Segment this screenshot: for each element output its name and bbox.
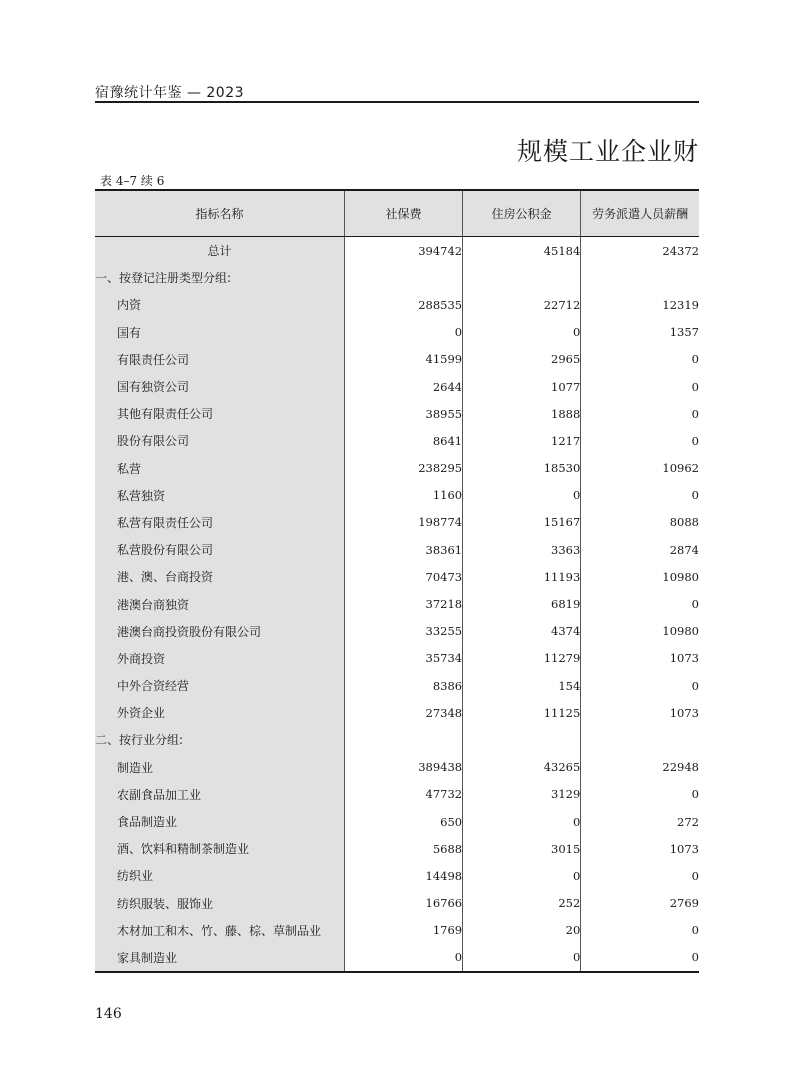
row-label: 港澳台商独资: [95, 590, 344, 617]
social-insurance-value: 14498: [344, 862, 462, 889]
housing-fund-value: 252: [463, 890, 581, 917]
table-row: [95, 427, 699, 454]
dispatched-labor-pay-value: 8088: [581, 509, 699, 536]
social-insurance-value: 0: [344, 319, 462, 346]
dispatched-labor-pay-value: 0: [581, 400, 699, 427]
housing-fund-value: 0: [463, 808, 581, 835]
housing-fund-value: 11125: [463, 699, 581, 726]
housing-fund-value: 1888: [463, 400, 581, 427]
row-label: 纺织服装、服饰业: [95, 890, 344, 917]
row-label: 港、澳、台商投资: [95, 563, 344, 590]
housing-fund-value: 20: [463, 917, 581, 944]
table-row: [95, 618, 699, 645]
table-row: [95, 509, 699, 536]
social-insurance-value: 650: [344, 808, 462, 835]
table-row: [95, 482, 699, 509]
row-label: 木材加工和木、竹、藤、棕、草制品业: [95, 917, 344, 944]
dispatched-labor-pay-value: 0: [581, 373, 699, 400]
social-insurance-value: 238295: [344, 455, 462, 482]
table-row: [95, 835, 699, 862]
row-label: 纺织业: [95, 862, 344, 889]
dispatched-labor-pay-value: 24372: [581, 237, 699, 265]
table-row: [95, 237, 699, 265]
dispatched-labor-pay-value: 1073: [581, 699, 699, 726]
table-row: [95, 563, 699, 590]
row-label: 其他有限责任公司: [95, 400, 344, 427]
dispatched-labor-pay-value: 0: [581, 944, 699, 972]
dispatched-labor-pay-value: 0: [581, 590, 699, 617]
table-body: [95, 237, 699, 973]
housing-fund-value: 6819: [463, 590, 581, 617]
housing-fund-value: 0: [463, 944, 581, 972]
row-label: 总计: [95, 237, 344, 265]
row-label: 一、按登记注册类型分组:: [95, 264, 344, 291]
row-label: 国有独资公司: [95, 373, 344, 400]
dispatched-labor-pay-value: 0: [581, 781, 699, 808]
housing-fund-value: 0: [463, 319, 581, 346]
table-row: [95, 400, 699, 427]
table-row: [95, 754, 699, 781]
dispatched-labor-pay-value: 10980: [581, 618, 699, 645]
social-insurance-value: [344, 726, 462, 753]
dispatched-labor-pay-value: 0: [581, 862, 699, 889]
table-row: [95, 862, 699, 889]
social-insurance-value: 1160: [344, 482, 462, 509]
column-header-dispatched-labor-pay: 劳务派遣人员薪酬: [581, 190, 699, 237]
social-insurance-value: 41599: [344, 346, 462, 373]
dispatched-labor-pay-value: 2769: [581, 890, 699, 917]
social-insurance-value: 8386: [344, 672, 462, 699]
social-insurance-value: 27348: [344, 699, 462, 726]
table-row: [95, 590, 699, 617]
social-insurance-value: 16766: [344, 890, 462, 917]
table-row: [95, 264, 699, 291]
dispatched-labor-pay-value: [581, 264, 699, 291]
table-row: [95, 672, 699, 699]
header-rule: [95, 101, 699, 103]
dispatched-labor-pay-value: 0: [581, 346, 699, 373]
row-label: 内资: [95, 291, 344, 318]
statistics-table: [95, 189, 699, 973]
social-insurance-value: 0: [344, 944, 462, 972]
table-row: [95, 944, 699, 972]
social-insurance-value: 38955: [344, 400, 462, 427]
table-row: [95, 319, 699, 346]
housing-fund-value: 18530: [463, 455, 581, 482]
row-label: 有限责任公司: [95, 346, 344, 373]
social-insurance-value: 70473: [344, 563, 462, 590]
housing-fund-value: 1217: [463, 427, 581, 454]
table-row: [95, 346, 699, 373]
dispatched-labor-pay-value: 1073: [581, 645, 699, 672]
table-row: [95, 917, 699, 944]
social-insurance-value: 33255: [344, 618, 462, 645]
table-row: [95, 726, 699, 753]
row-label: 制造业: [95, 754, 344, 781]
housing-fund-value: 1077: [463, 373, 581, 400]
housing-fund-value: [463, 726, 581, 753]
column-header-social-insurance: 社保费: [344, 190, 462, 237]
row-label: 港澳台商投资股份有限公司: [95, 618, 344, 645]
social-insurance-value: 8641: [344, 427, 462, 454]
dispatched-labor-pay-value: 12319: [581, 291, 699, 318]
row-label: 私营: [95, 455, 344, 482]
housing-fund-value: 15167: [463, 509, 581, 536]
housing-fund-value: 0: [463, 862, 581, 889]
column-header-housing-fund: 住房公积金: [463, 190, 581, 237]
dispatched-labor-pay-value: 0: [581, 672, 699, 699]
table-row: [95, 373, 699, 400]
row-label: 外商投资: [95, 645, 344, 672]
row-label: 私营独资: [95, 482, 344, 509]
table-id: 表 4–7 续 6: [100, 174, 165, 188]
section-title: 规模工业企业财: [516, 137, 699, 166]
housing-fund-value: 4374: [463, 618, 581, 645]
dispatched-labor-pay-value: 10980: [581, 563, 699, 590]
dispatched-labor-pay-value: 2874: [581, 536, 699, 563]
housing-fund-value: 3363: [463, 536, 581, 563]
running-head: 宿豫统计年鉴 — 2023: [95, 85, 245, 101]
dispatched-labor-pay-value: 0: [581, 482, 699, 509]
housing-fund-value: 45184: [463, 237, 581, 265]
table-row: [95, 699, 699, 726]
housing-fund-value: [463, 264, 581, 291]
table-row: [95, 808, 699, 835]
table-row: [95, 645, 699, 672]
row-label: 家具制造业: [95, 944, 344, 972]
dispatched-labor-pay-value: 1073: [581, 835, 699, 862]
table-row: [95, 890, 699, 917]
social-insurance-value: 35734: [344, 645, 462, 672]
social-insurance-value: 5688: [344, 835, 462, 862]
social-insurance-value: 288535: [344, 291, 462, 318]
housing-fund-value: 154: [463, 672, 581, 699]
row-label: 农副食品加工业: [95, 781, 344, 808]
housing-fund-value: 11193: [463, 563, 581, 590]
housing-fund-value: 0: [463, 482, 581, 509]
table-header-row: [95, 190, 699, 237]
page-number: 146: [95, 1006, 122, 1022]
dispatched-labor-pay-value: [581, 726, 699, 753]
social-insurance-value: 389438: [344, 754, 462, 781]
row-label: 股份有限公司: [95, 427, 344, 454]
social-insurance-value: 47732: [344, 781, 462, 808]
housing-fund-value: 2965: [463, 346, 581, 373]
dispatched-labor-pay-value: 0: [581, 427, 699, 454]
social-insurance-value: 2644: [344, 373, 462, 400]
dispatched-labor-pay-value: 10962: [581, 455, 699, 482]
social-insurance-value: 38361: [344, 536, 462, 563]
housing-fund-value: 3129: [463, 781, 581, 808]
housing-fund-value: 22712: [463, 291, 581, 318]
social-insurance-value: 1769: [344, 917, 462, 944]
row-label: 食品制造业: [95, 808, 344, 835]
row-label: 私营股份有限公司: [95, 536, 344, 563]
housing-fund-value: 11279: [463, 645, 581, 672]
column-header-indicator: 指标名称: [95, 190, 344, 237]
dispatched-labor-pay-value: 1357: [581, 319, 699, 346]
table-row: [95, 536, 699, 563]
row-label: 酒、饮料和精制茶制造业: [95, 835, 344, 862]
social-insurance-value: 394742: [344, 237, 462, 265]
row-label: 私营有限责任公司: [95, 509, 344, 536]
housing-fund-value: 43265: [463, 754, 581, 781]
table-row: [95, 455, 699, 482]
row-label: 国有: [95, 319, 344, 346]
dispatched-labor-pay-value: 272: [581, 808, 699, 835]
social-insurance-value: [344, 264, 462, 291]
housing-fund-value: 3015: [463, 835, 581, 862]
table-row: [95, 781, 699, 808]
social-insurance-value: 198774: [344, 509, 462, 536]
row-label: 中外合资经营: [95, 672, 344, 699]
dispatched-labor-pay-value: 22948: [581, 754, 699, 781]
social-insurance-value: 37218: [344, 590, 462, 617]
dispatched-labor-pay-value: 0: [581, 917, 699, 944]
row-label: 二、按行业分组:: [95, 726, 344, 753]
table-row: [95, 291, 699, 318]
row-label: 外资企业: [95, 699, 344, 726]
